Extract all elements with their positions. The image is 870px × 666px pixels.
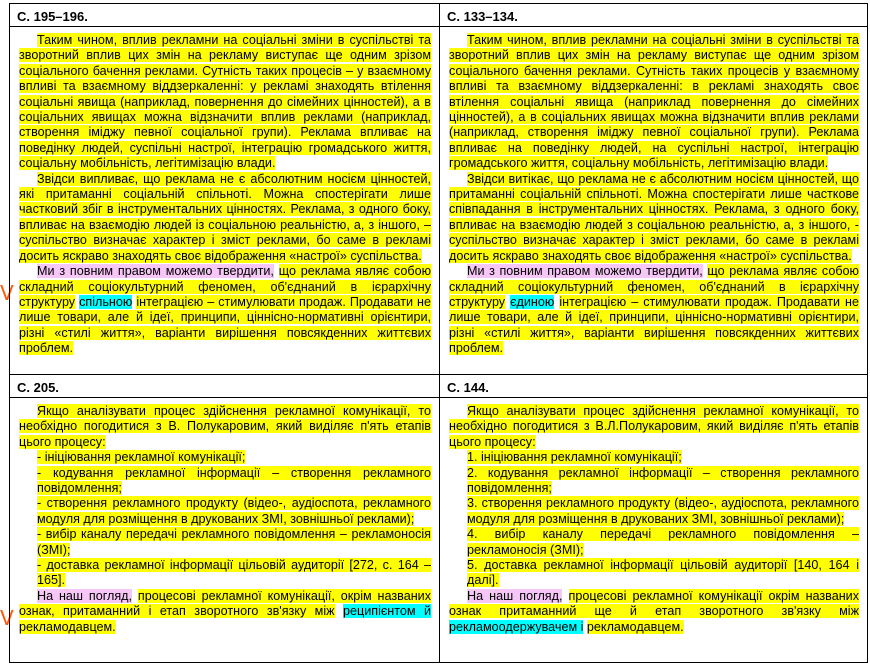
text-cell-left: [10, 27, 440, 375]
paragraph: Ми з повним правом можемо твердити, що реклама являє собою складний соціокультурний феномен, об'єднаний в ієрархічну структуру єдиною інтеграцією – стимулювати продаж. Продавати не лише товари, але й ідеї, принципи, ціннісно-нормативні орієнтири, різні «стилі життя», варіанти вирішення повсякденних життєвих проблем.: [449, 264, 859, 356]
paragraph: Звідси випливає, що реклама не є абсолютним носієм цінностей, які притаманні соціальній спільноті. Можна спостерігати лише частковий збіг в інструментальних цінностях. Реклама, з одного боку, впливає на взаємодію людей із соціальною реальністю, а, з іншого, – суспільство визначає характер і зміст реклами, бо саме в рекламі досить яскраво знаходять своє відображення «настрої» суспільства.: [19, 171, 431, 263]
paragraph: Якщо аналізувати процес здійснення рекламної комунікації, то необхідно погодитися з В. Полукаровим, який виділяє п'ять етапів цього процесу:: [19, 404, 431, 449]
paragraph: Таким чином, вплив рекламни на соціальні зміни в суспільстві та зворотний вплив цих змін на рекламу виступає ще одним зрізом соціального бачення реклами. Сутність таких процесів у взаємному впливі та взаємному віддзеркаленні: в рекламі знаходять своє втілення соціальні явища (наприклад повернення до сімейних цінностей), а в соціальних явищах можна відзначити вплив реклами (наприклад, створення іміджу певної соціальної групи). Реклама впливає на поведінку людей, на суспільні настрої, інтеграцію громадського життя, соціальну мобільність, легітимізацію влади.: [449, 33, 859, 171]
table-row: [10, 27, 868, 375]
highlighted-phrase: Ми з повним правом можемо твердити,: [37, 264, 274, 279]
page-ref-cell-left: [10, 375, 440, 398]
highlighted-phrase: На наш погляд,: [467, 588, 563, 603]
text-cell-right: [440, 27, 868, 375]
page-ref-header: С. 133–134.: [447, 9, 518, 24]
page-ref-cell-right: [440, 4, 868, 27]
highlighted-word: єдиною: [510, 294, 555, 309]
list-item: - ініціювання рекламної комунікації;: [37, 450, 246, 465]
highlighted-word: реципієнтом й: [343, 604, 432, 619]
page-ref-header: С. 144.: [447, 380, 489, 395]
highlighted-word: рекламоодержувачем і: [449, 619, 584, 634]
table-row: [10, 398, 868, 663]
page-ref-header: С. 195–196.: [17, 9, 88, 24]
paragraph: Таким чином, вплив рекламни на соціальні зміни в суспільстві та зворотний вплив цих змін на рекламу виступає ще одним зрізом соціального бачення реклами. Сутність таких процесів – у взаємному впливі та взаємному віддзеркаленні: у рекламі знаходять втілення соціальні явища (наприклад, повернення до сімейних цінностей), а в соціальних явищах можна відзначити вплив реклами (наприклад, створення іміджу певної соціальної групи). Реклама впливає на поведінку людей, суспільні настрої, інтеграцію громадського життя, соціальну мобільність, легітимізацію влади.: [19, 33, 431, 171]
paragraph: Звідси витікає, що реклама не є абсолютним носієм цінностей, що притаманні соціальній спільноті. Можна спостерігати лише часткове співпадання в інструментальних цінностях. Реклама, з одного боку, впливає на взаємодію людей з соціальною реальністю, а, з іншого, - суспільство визначає характер і зміст реклами, бо саме в рекламі досить яскраво знаходять своє відображення «настрої» суспільства.: [449, 171, 859, 263]
check-mark-icon: V: [0, 281, 14, 305]
paragraph: Ми з повним правом можемо твердити, що реклама являє собою складний соціокультурний феномен, об'єднаний в ієрархічну структуру спільною інтеграцією – стимулювати продаж. Продавати не лише товари, але й ідеї, принципи, ціннісно-нормативні орієнтири, різні «стилі життя», варіанти вирішення повсякденних життєвих проблем.: [19, 264, 432, 356]
list-item: 4. вибір каналу передачі рекламного повідомлення – рекламоносія (ЗМІ);: [467, 527, 859, 557]
list-item: 3. створення рекламного продукту (відео-, аудіоспота, рекламного модуля для розміщення в друкованих ЗМІ, зовнішньої реклами);: [467, 496, 859, 526]
text-cell-left: [10, 398, 440, 663]
list-item: 2. кодування рекламної інформації – створення рекламного повідомлення;: [467, 465, 859, 496]
list-item: - доставка рекламної інформації цільовій аудиторії [272, с. 164 – 165].: [37, 558, 431, 588]
list-item: - вибір каналу передачі рекламного повідомлення – рекламоносія (ЗМІ);: [37, 527, 431, 557]
page-ref-header: С. 205.: [17, 380, 59, 395]
comparison-table: [9, 3, 868, 663]
check-mark-icon: V: [0, 606, 14, 630]
paragraph: Якщо аналізувати процес здійснення рекламної комунікації, то необхідно погодитися з В.Л.Полукаровим, який виділяє п'ять етапів цього процесу:: [449, 404, 859, 449]
highlighted-phrase: На наш погляд,: [37, 588, 133, 603]
page-ref-cell-left: [10, 4, 440, 27]
page-ref-cell-right: [440, 375, 868, 398]
table-row: [10, 375, 868, 398]
paragraph: На наш погляд, процесові рекламної комунікації, окрім названих ознак, притаманний і етап зворотного зв'язку між реципієнтом й рекламодавцем.: [19, 588, 432, 634]
text-cell-right: [440, 398, 868, 663]
list-item: - кодування рекламної інформації – створення рекламного повідомлення;: [37, 465, 431, 496]
highlighted-phrase: Ми з повним правом можемо твердити,: [467, 264, 703, 279]
highlighted-word: спільною: [79, 294, 133, 309]
list-item: 1. ініціювання рекламної комунікації;: [467, 450, 682, 465]
list-item: 5. доставка рекламної інформації цільовій аудиторії [140, 164 і далі].: [467, 558, 859, 588]
paragraph: На наш погляд, процесові рекламної комунікації окрім названих ознак притаманний ще й етап зворотного зв'язку між рекламоодержувачем і рекламодавцем.: [449, 588, 860, 634]
table-row: [10, 4, 868, 27]
list-item: - створення рекламного продукту (відео-, аудіоспота, рекламного модуля для розміщення в друкованих ЗМІ, зовнішньої реклами);: [37, 496, 431, 526]
